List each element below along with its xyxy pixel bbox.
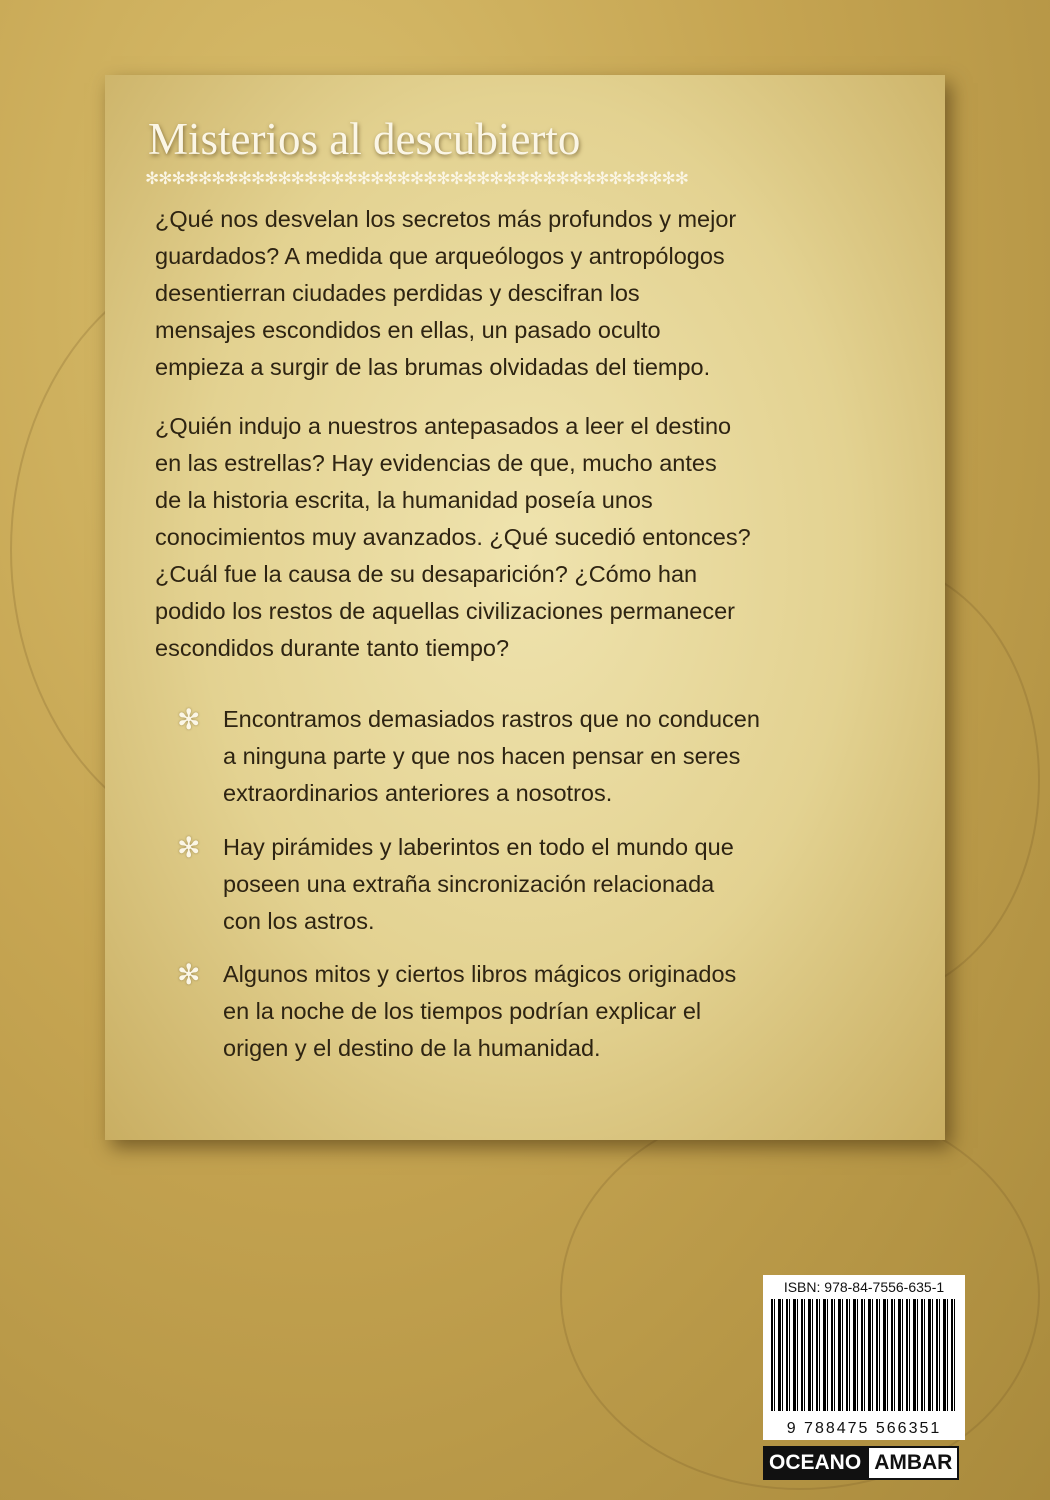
imprint-name: AMBAR bbox=[867, 1446, 959, 1480]
publisher-logo bbox=[763, 1446, 959, 1480]
text-line: empieza a surgir de las brumas olvidadas del tiempo. bbox=[155, 354, 711, 380]
text-line: escondidos durante tanto tiempo? bbox=[155, 635, 510, 661]
text-line: ¿Quién indujo a nuestros antepasados a leer el destino bbox=[155, 413, 732, 439]
text-line: poseen una extraña sincronización relacionada bbox=[223, 871, 715, 897]
text-line: Hay pirámides y laberintos en todo el mundo que bbox=[223, 834, 734, 860]
text-panel bbox=[105, 75, 945, 1140]
text-line: guardados? A medida que arqueólogos y antropólogos bbox=[155, 243, 725, 269]
asterisk-bullet-icon: ✻ bbox=[177, 832, 201, 863]
isbn-text: ISBN: 978-84-7556-635-1 bbox=[783, 1279, 945, 1295]
star-divider: ✻✻✻✻✻✻✻✻✻✻✻✻✻✻✻✻✻✻✻✻✻✻✻✻✻✻✻✻✻✻✻✻✻✻✻✻✻✻✻✻✻ bbox=[145, 169, 689, 188]
text-line: desentierran ciudades perdidas y descifran los bbox=[155, 280, 640, 306]
asterisk-bullet-icon: ✻ bbox=[177, 704, 201, 735]
text-line: Encontramos demasiados rastros que no conducen bbox=[223, 706, 760, 732]
text-line: en las estrellas? Hay evidencias de que, mucho antes bbox=[155, 450, 717, 476]
bullet-text bbox=[223, 956, 736, 1067]
text-line: de la historia escrita, la humanidad poseía unos bbox=[155, 487, 653, 513]
back-cover-title: Misterios al descubierto bbox=[148, 114, 581, 164]
text-line: mensajes escondidos en ellas, un pasado oculto bbox=[155, 317, 661, 343]
text-line: con los astros. bbox=[223, 908, 375, 934]
publisher-name: OCEANO bbox=[763, 1446, 867, 1480]
text-line: ¿Cuál fue la causa de su desaparición? ¿Cómo han bbox=[155, 561, 698, 587]
barcode-box bbox=[763, 1275, 965, 1440]
text-line: origen y el destino de la humanidad. bbox=[223, 1035, 601, 1061]
text-line: Algunos mitos y ciertos libros mágicos originados bbox=[223, 961, 737, 987]
paragraph-1 bbox=[155, 201, 736, 386]
text-line: en la noche de los tiempos podrían explicar el bbox=[223, 998, 702, 1024]
paragraph-2 bbox=[155, 408, 751, 667]
bullet-text bbox=[223, 701, 760, 812]
text-line: podido los restos de aquellas civilizaciones permanecer bbox=[155, 598, 735, 624]
bullet-text bbox=[223, 829, 734, 940]
asterisk-bullet-icon: ✻ bbox=[177, 959, 201, 990]
text-line: conocimientos muy avanzados. ¿Qué sucedió entonces? bbox=[155, 524, 751, 550]
text-line: a ninguna parte y que nos hacen pensar en seres bbox=[223, 743, 741, 769]
barcode-number: 9 788475 566351 bbox=[786, 1420, 942, 1437]
barcode bbox=[771, 1299, 957, 1411]
text-line: extraordinarios anteriores a nosotros. bbox=[223, 780, 613, 806]
text-line: ¿Qué nos desvelan los secretos más profundos y mejor bbox=[155, 206, 737, 232]
